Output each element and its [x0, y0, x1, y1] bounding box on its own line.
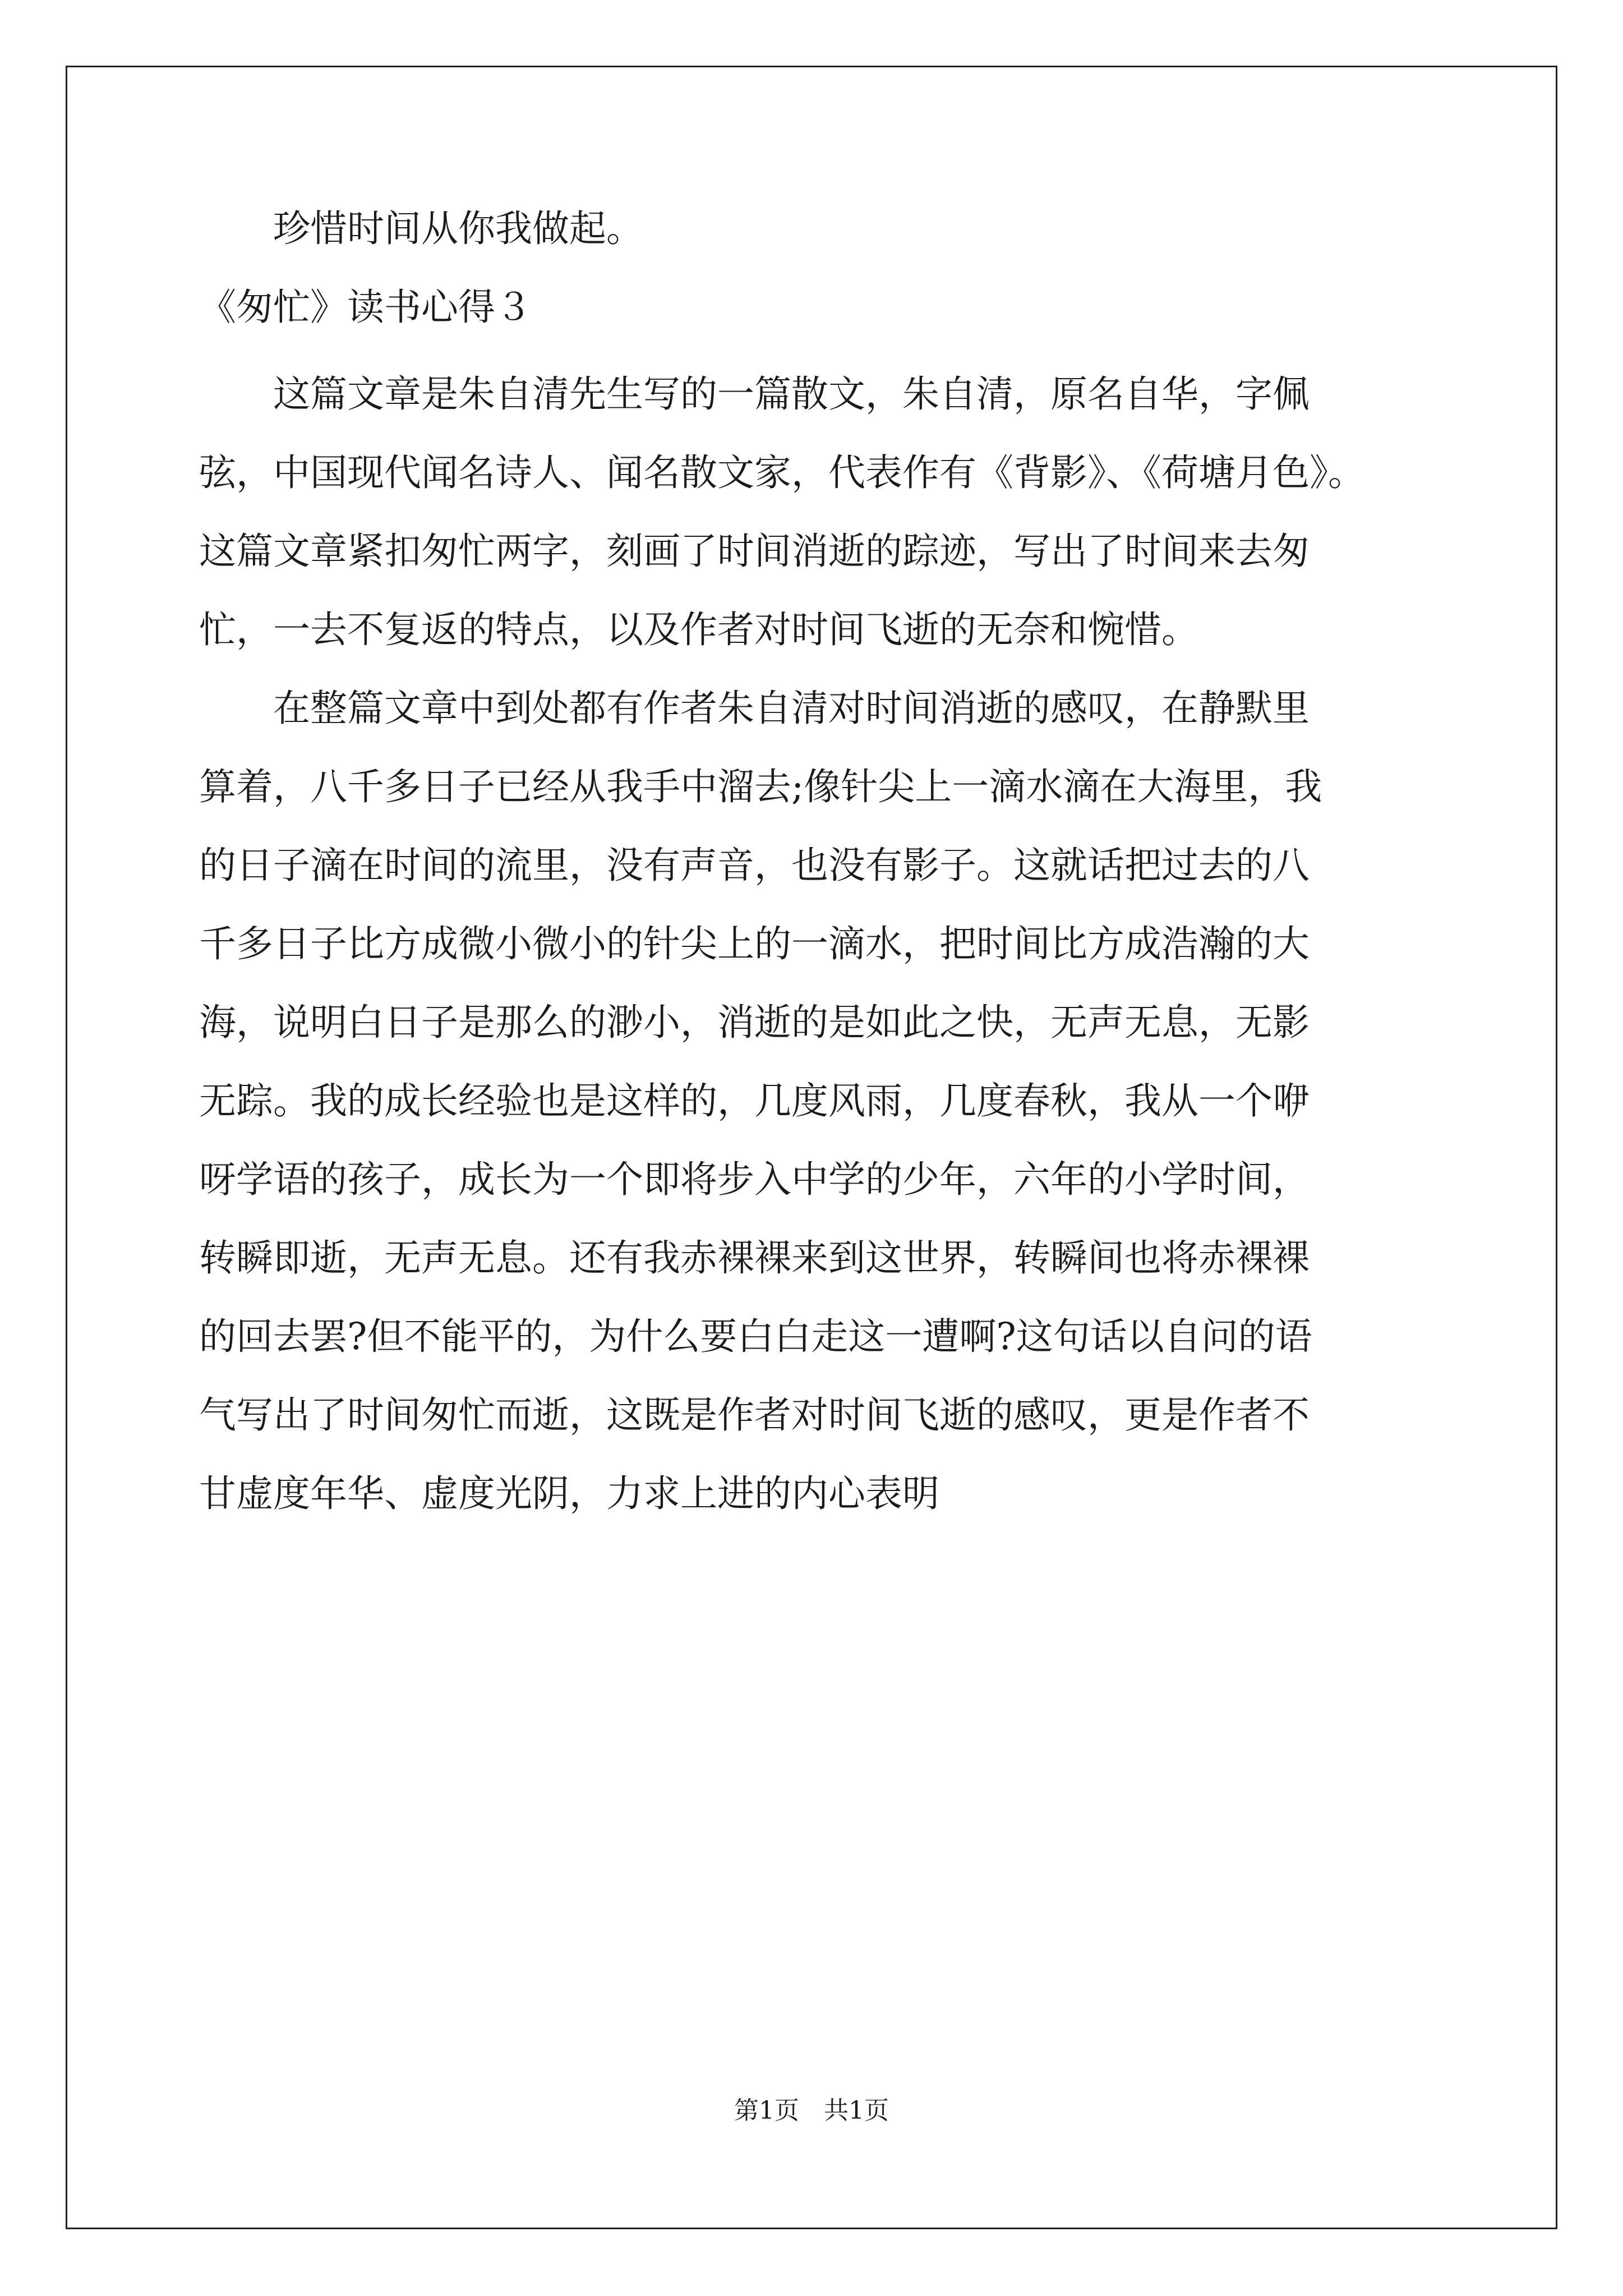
text-line: 呀学语的孩子，成长为一个即将步入中学的少年，六年的小学时间，	[199, 1158, 1310, 1201]
page-footer: 第1页 共1页	[734, 2096, 889, 2125]
text-line: 算着，八千多日子已经从我手中溜去;像针尖上一滴水滴在大海里，我	[199, 765, 1322, 808]
text-line: 珍惜时间从你我做起。	[199, 207, 643, 250]
text-line: 气写出了时间匆忙而逝，这既是作者对时间飞逝的感叹，更是作者不	[199, 1393, 1310, 1437]
section-heading: 《匆忙》读书心得３	[199, 286, 532, 329]
text-line: 的日子滴在时间的流里，没有声音，也没有影子。这就话把过去的八	[199, 844, 1310, 887]
text-line: 这篇文章是朱自清先生写的一篇散文，朱自清，原名自华，字佩	[199, 372, 1310, 416]
text-line: 无踪。我的成长经验也是这样的，几度风雨，几度春秋，我从一个咿	[199, 1079, 1310, 1122]
text-line: 千多日子比方成微小微小的针尖上的一滴水，把时间比方成浩瀚的大	[199, 922, 1310, 965]
text-line: 的回去罢?但不能平的，为什么要白白走这一遭啊?这句话以自问的语	[199, 1315, 1312, 1358]
text-line: 弦，中国现代闻名诗人、闻名散文家，代表作有《背影》、《荷塘月色》。	[199, 451, 1365, 494]
text-line: 甘虚度年华、虚度光阴，力求上进的内心表明	[199, 1472, 939, 1515]
text-line: 这篇文章紧扣匆忙两字，刻画了时间消逝的踪迹，写出了时间来去匆	[199, 530, 1310, 573]
text-line: 忙，一去不复返的特点，以及作者对时间飞逝的无奈和惋惜。	[199, 608, 1198, 651]
text-line: 海，说明白日子是那么的渺小，消逝的是如此之快，无声无息，无影	[199, 1001, 1310, 1044]
text-line: 在整篇文章中到处都有作者朱自清对时间消逝的感叹，在静默里	[199, 687, 1310, 730]
text-line: 转瞬即逝，无声无息。还有我赤裸裸来到这世界，转瞬间也将赤裸裸	[199, 1236, 1310, 1280]
